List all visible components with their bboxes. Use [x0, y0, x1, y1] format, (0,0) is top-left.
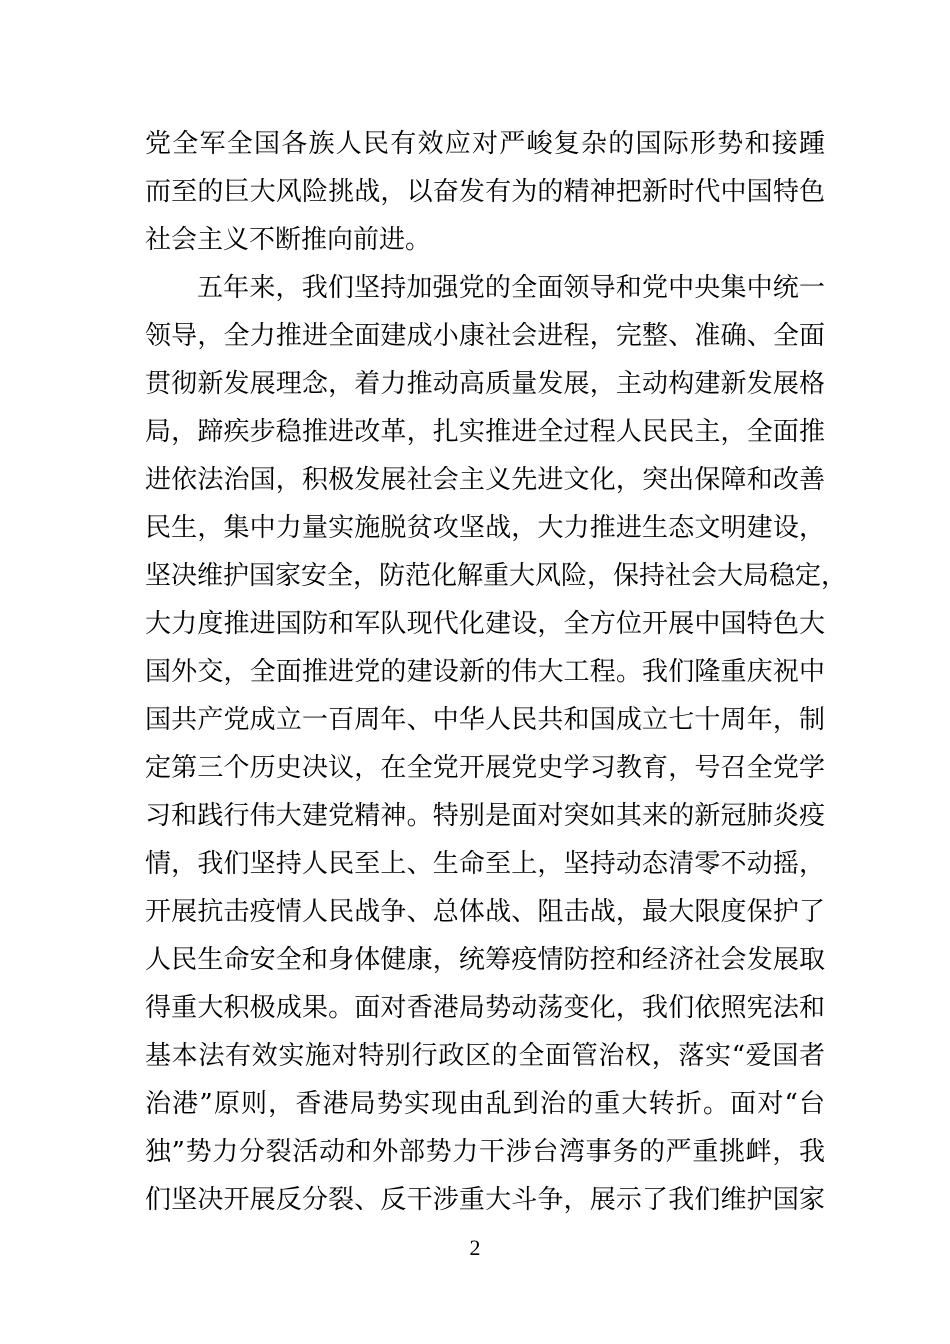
text-line: 人民生命安全和身体健康，统筹疫情防控和经济社会发展取 — [145, 945, 825, 975]
text-line: 基本法有效实施对特别行政区的全面管治权，落实“爱国者 — [145, 1041, 825, 1071]
text-line: 贯彻新发展理念，着力推动高质量发展，主动构建新发展格 — [145, 369, 825, 399]
body-text — [145, 120, 848, 1224]
page-number: 2 — [469, 1235, 481, 1260]
text-line: 大力度推进国防和军队现代化建设，全方位开展中国特色大 — [145, 609, 825, 639]
paragraph-2 — [145, 264, 848, 1224]
paragraph-1 — [145, 120, 825, 264]
text-line: 情，我们坚持人民至上、生命至上，坚持动态清零不动摇， — [145, 849, 825, 879]
text-line: 局，蹄疾步稳推进改革，扎实推进全过程人民民主，全面推 — [145, 417, 825, 447]
text-line: 习和践行伟大建党精神。特别是面对突如其来的新冠肺炎疫 — [145, 801, 825, 831]
text-line: 定第三个历史决议，在全党开展党史学习教育，号召全党学 — [145, 753, 825, 783]
text-line: 党全军全国各族人民有效应对严峻复杂的国际形势和接踵 — [145, 129, 825, 159]
text-line: 坚决维护国家安全，防范化解重大风险，保持社会大局稳定， — [145, 561, 848, 591]
text-line: 国外交，全面推进党的建设新的伟大工程。我们隆重庆祝中 — [145, 657, 825, 687]
text-line: 领导，全力推进全面建成小康社会进程，完整、准确、全面 — [145, 321, 825, 351]
text-line: 们坚决开展反分裂、反干涉重大斗争，展示了我们维护国家 — [145, 1185, 825, 1215]
text-line: 进依法治国，积极发展社会主义先进文化，突出保障和改善 — [145, 465, 825, 495]
text-line: 社会主义不断推向前进。 — [145, 225, 432, 255]
text-line: 独”势力分裂活动和外部势力干涉台湾事务的严重挑衅，我 — [145, 1137, 825, 1167]
text-line: 国共产党成立一百周年、中华人民共和国成立七十周年，制 — [145, 705, 825, 735]
text-line: 得重大积极成果。面对香港局势动荡变化，我们依照宪法和 — [145, 993, 825, 1023]
text-line: 开展抗击疫情人民战争、总体战、阻击战，最大限度保护了 — [145, 897, 825, 927]
text-line: 民生，集中力量实施脱贫攻坚战，大力推进生态文明建设， — [145, 513, 825, 543]
text-line: 而至的巨大风险挑战，以奋发有为的精神把新时代中国特色 — [145, 177, 825, 207]
text-line: 治港”原则，香港局势实现由乱到治的重大转折。面对“台 — [145, 1089, 825, 1119]
text-line: 五年来，我们坚持加强党的全面领导和党中央集中统一 — [197, 273, 825, 303]
